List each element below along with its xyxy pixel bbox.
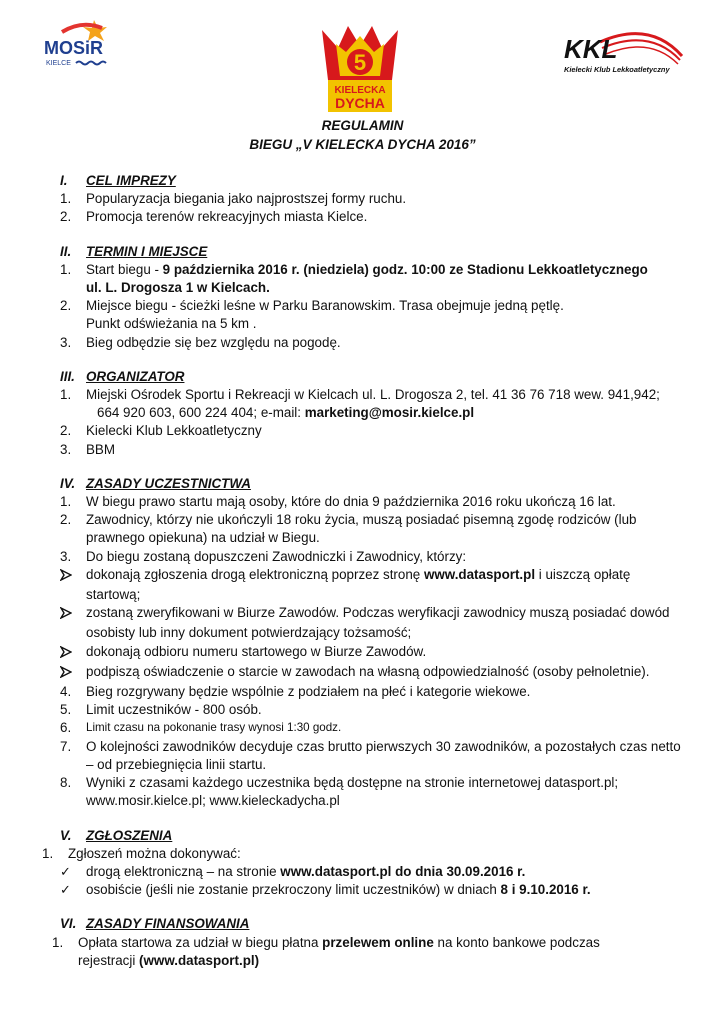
list-item-continuation — [60, 756, 690, 774]
payment-method: przelewem online — [322, 934, 434, 950]
item-text: Bieg rozgrywany będzie wspólnie z podziałem na płeć i kategorie wiekowe. — [86, 684, 531, 700]
item-text: Limit uczestników - 800 osób. — [86, 702, 262, 718]
item-number: 6. — [60, 720, 72, 736]
section-title: CEL IMPREZY — [86, 173, 176, 188]
item-number: 1. — [60, 387, 72, 403]
item-text: dokonają odbioru numeru startowego w Biurze Zawodów. — [86, 643, 427, 659]
section-number: VI. — [60, 916, 77, 932]
arrow-bullet-icon — [60, 569, 72, 581]
check-icon: ✓ — [60, 863, 71, 879]
list-item-continuation — [60, 586, 690, 604]
email-link[interactable]: marketing@mosir.kielce.pl — [304, 405, 475, 421]
item-text: Kielecki Klub Lekkoatletyczny — [86, 423, 262, 439]
onsite-dates: 8 i 9.10.2016 r. — [500, 882, 591, 898]
section-heading — [60, 243, 690, 261]
regulations-body — [42, 172, 690, 970]
section-title: ZGŁOSZENIA — [86, 827, 173, 843]
kielecka-dycha-logo — [318, 22, 402, 114]
registration-link[interactable]: (www.datasport.pl) — [139, 952, 260, 968]
item-number: 1. — [60, 261, 72, 277]
item-number: 3. — [60, 548, 72, 564]
mosir-logo — [42, 18, 122, 70]
item-number: 2. — [60, 209, 72, 225]
item-text: startową; — [86, 587, 141, 603]
list-item — [52, 934, 690, 952]
registration-deadline: www.datasport.pl do dnia 30.09.2016 r. — [280, 863, 526, 879]
check-item — [60, 881, 690, 899]
mosir-logo-sub: KIELCE — [46, 60, 71, 67]
item-number: 2. — [60, 512, 72, 528]
item-number: 4. — [60, 684, 72, 700]
item-text: Miejsce biegu - ścieżki leśne w Parku Baranowskim. Trasa obejmuje jedną pętlę. — [86, 298, 564, 314]
item-text: drogą elektroniczną – na stronie — [86, 863, 281, 879]
list-item-continuation — [60, 529, 690, 547]
item-text: Zawodnicy, którzy nie ukończyli 18 roku życia, muszą posiadać pisemną zgodę rodziców (lub — [86, 512, 637, 528]
dycha-logo-number: 5 — [353, 50, 367, 75]
item-text: Do biegu zostaną dopuszczeni Zawodniczki i Zawodnicy, którzy: — [86, 548, 467, 564]
section-heading — [60, 827, 690, 845]
list-item-continuation — [60, 315, 690, 333]
section-number: V. — [60, 827, 72, 843]
list-item — [60, 208, 690, 226]
item-text: 664 920 603, 600 224 404; e-mail: — [97, 405, 305, 421]
arrow-bullet-icon — [60, 666, 72, 678]
dycha-logo-line1: KIELECKA — [334, 85, 386, 96]
check-icon: ✓ — [60, 882, 71, 898]
list-item — [60, 297, 690, 315]
item-number: 1. — [52, 934, 64, 950]
section-title: TERMIN I MIEJSCE — [86, 243, 208, 259]
item-text: Miejski Ośrodek Sportu i Rekreacji w Kielcach ul. L. Drogosza 2, tel. 41 36 76 718 wew. 941,942; — [86, 387, 660, 403]
bullet-item — [60, 566, 690, 586]
item-text: podpiszą oświadczenie o starcie w zawodach na własną odpowiedzialność (osoby pełnoletnie). — [86, 663, 650, 679]
item-text: rejestracji — [78, 952, 140, 968]
item-number: 2. — [60, 423, 72, 439]
item-text: Punkt odświeżania na 5 km . — [86, 316, 257, 332]
list-item — [42, 845, 690, 863]
dycha-logo-line2: DYCHA — [335, 95, 385, 111]
list-item — [60, 548, 690, 566]
arrow-bullet-icon — [60, 646, 72, 658]
item-number: 1. — [42, 845, 54, 861]
mosir-logo-text: MOSiR — [44, 38, 104, 58]
start-address-text: ul. L. Drogosza 1 w Kielcach. — [86, 280, 270, 296]
item-text: O kolejności zawodników decyduje czas brutto pierwszych 30 zawodników, a pozostałych czas netto — [86, 738, 681, 754]
item-text: Wyniki z czasami każdego uczestnika będą dostępne na stronie internetowej datasport.pl; — [86, 775, 619, 791]
item-text: na konto bankowe podczas — [433, 934, 600, 950]
list-item — [60, 190, 690, 208]
datasport-link[interactable]: www.datasport.pl — [423, 566, 536, 582]
section-number: II. — [60, 243, 72, 259]
item-number: 1. — [60, 494, 72, 510]
list-item-continuation — [60, 792, 690, 810]
item-text: prawnego opiekuna) na udział w Biegu. — [86, 530, 320, 546]
item-text: Limit czasu na pokonanie trasy wynosi 1:30 godz. — [86, 721, 342, 735]
item-number: 7. — [60, 738, 72, 754]
list-item — [60, 422, 690, 440]
section-heading — [60, 915, 690, 933]
check-item — [60, 863, 690, 881]
list-item — [60, 701, 690, 719]
kkl-logo-mark: KKL — [564, 34, 618, 64]
item-text: Promocja terenów rekreacyjnych miasta Kielce. — [86, 209, 368, 225]
kkl-logo — [560, 26, 688, 76]
kkl-logo-caption: Kielecki Klub Lekkoatletyczny — [564, 65, 670, 74]
list-item — [60, 493, 690, 511]
section-heading — [60, 475, 690, 493]
list-item-continuation — [60, 624, 690, 642]
item-text: Popularyzacja biegania jako najprostszej formy ruchu. — [86, 191, 407, 207]
list-item-continuation — [60, 404, 690, 422]
bullet-item — [60, 663, 690, 683]
document-subtitle: BIEGU „V KIELECKA DYCHA 2016” — [249, 137, 476, 152]
item-number: 2. — [60, 298, 72, 314]
item-number: 5. — [60, 702, 72, 718]
results-links[interactable]: www.mosir.kielce.pl; www.kieleckadycha.pl — [86, 793, 340, 809]
list-item — [60, 774, 690, 792]
bullet-item — [60, 604, 690, 624]
list-item-continuation — [60, 279, 690, 297]
item-text: Bieg odbędzie się bez względu na pogodę. — [86, 334, 341, 350]
arrow-bullet-icon — [60, 607, 72, 619]
section-title: ZASADY FINANSOWANIA — [86, 916, 250, 932]
item-text: i uiszczą opłatę — [535, 566, 631, 582]
list-item — [60, 386, 690, 404]
item-number: 3. — [60, 334, 72, 350]
item-text: zostaną zweryfikowani w Biurze Zawodów. Podczas weryfikacji zawodnicy muszą posiadać dowód — [86, 605, 670, 621]
section-heading — [60, 172, 690, 190]
item-text: Opłata startowa za udział w biegu płatna — [78, 934, 323, 950]
item-text: osobiście (jeśli nie zostanie przekroczony limit uczestników) w dniach — [86, 882, 501, 898]
list-item-continuation — [52, 952, 690, 970]
item-number: 3. — [60, 441, 72, 457]
start-date-text: 9 października 2016 r. (niedziela) godz. 10:00 ze Stadionu Lekkoatletycznego — [162, 261, 648, 277]
list-item — [60, 511, 690, 529]
item-text: – od przebiegnięcia linii startu. — [86, 756, 267, 772]
item-number: 8. — [60, 775, 72, 791]
document-title: REGULAMIN — [321, 118, 404, 133]
item-text: W biegu prawo startu mają osoby, które do dnia 9 października 2016 roku ukończą 16 lat. — [86, 494, 616, 510]
section-number: IV. — [60, 475, 76, 491]
item-text: Start biegu - — [86, 261, 163, 277]
section-title: ORGANIZATOR — [86, 368, 185, 384]
item-number: 1. — [60, 191, 72, 207]
item-text: Zgłoszeń można dokonywać: — [68, 845, 241, 861]
section-number: III. — [60, 368, 75, 384]
section-number: I. — [60, 173, 68, 188]
list-item — [60, 738, 690, 756]
item-text: BBM — [86, 441, 116, 457]
list-item — [60, 261, 690, 279]
section-heading — [60, 368, 690, 386]
bullet-item — [60, 643, 690, 663]
list-item — [60, 334, 690, 352]
list-item — [60, 441, 690, 459]
list-item — [60, 683, 690, 701]
item-text: osobisty lub inny dokument potwierdzający tożsamość; — [86, 625, 412, 641]
item-text: dokonają zgłoszenia drogą elektroniczną poprzez stronę — [86, 566, 424, 582]
list-item — [60, 719, 690, 737]
section-title: ZASADY UCZESTNICTWA — [86, 475, 251, 491]
